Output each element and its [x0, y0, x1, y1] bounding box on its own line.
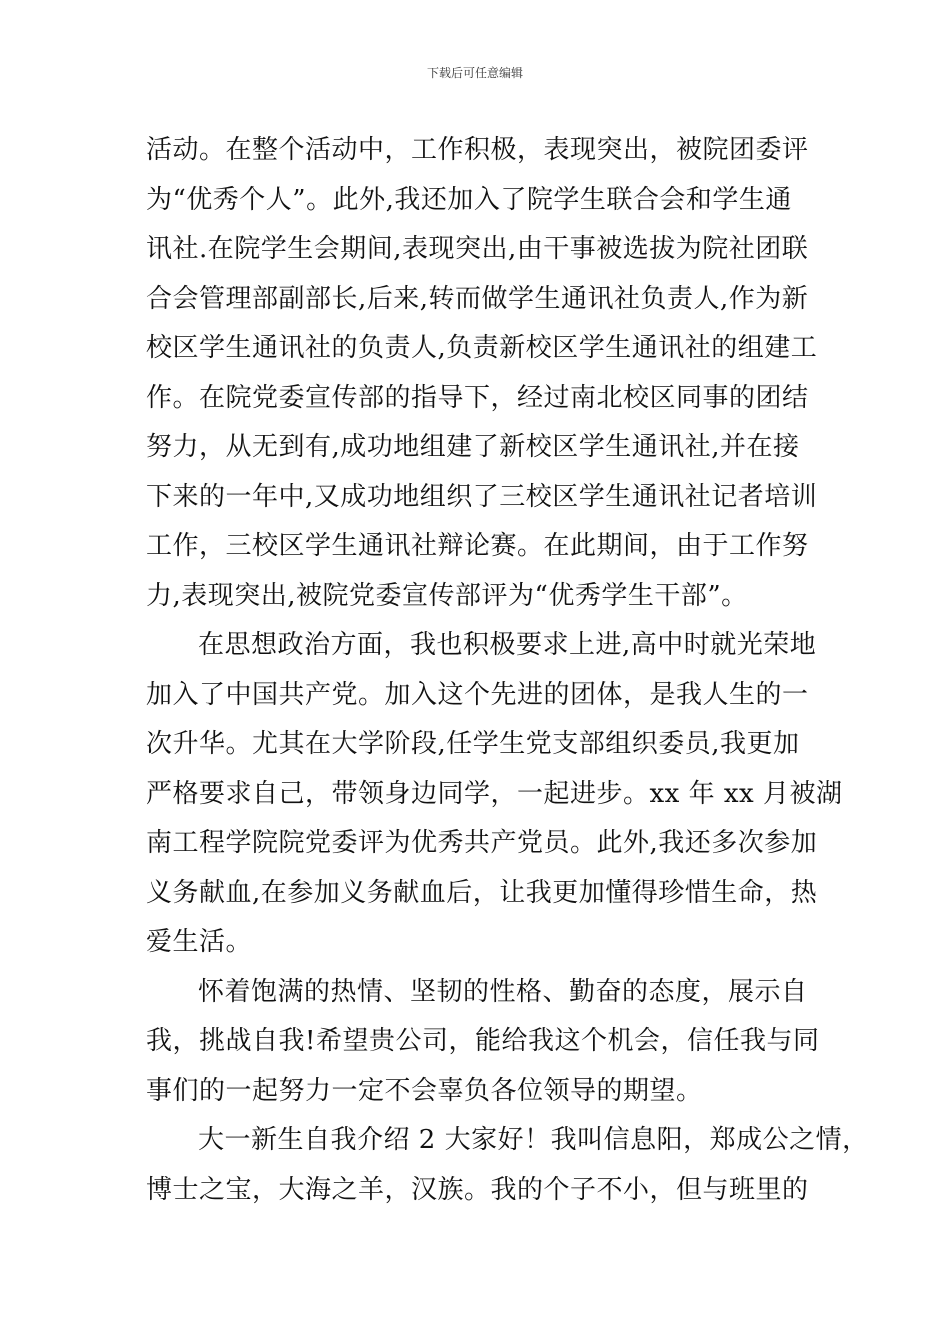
text-line: 为“优秀个人”。此外,我还加入了院学生联合会和学生通: [146, 184, 792, 215]
text-line: 大一新生自我介绍 2 大家好！我叫信息阳，郑成公之情，: [198, 1125, 869, 1155]
text-line: 合会管理部副部长,后来,转而做学生通讯社负责人,作为新: [146, 283, 809, 314]
text-line: 义务献血,在参加义务献血后，让我更加懂得珍惜生命，热: [146, 877, 818, 908]
text-line: 怀着饱满的热情、坚韧的性格、勤奋的态度，展示自: [198, 976, 808, 1007]
text-line: 博士之宝，大海之羊，汉族。我的个子不小，但与班里的: [146, 1174, 809, 1205]
text-line: 我，挑战自我!希望贵公司，能给我这个机会，信任我与同: [146, 1026, 820, 1056]
text-line: 加入了中国共产党。加入这个先进的团体，是我人生的一: [146, 679, 809, 710]
text-line: 爱生活。: [146, 927, 253, 957]
text-line: 努力，从无到有,成功地组建了新校区学生通讯社,并在接: [146, 432, 800, 462]
text-line: 作。在院党委宣传部的指导下，经过南北校区同事的团结: [146, 382, 809, 413]
text-line: 严格要求自己，带领身边同学，一起进步。xx 年 xx 月被湖: [146, 778, 843, 809]
text-line: 事们的一起努力一定不会辜负各位领导的期望。: [146, 1075, 703, 1106]
text-line: 活动。在整个活动中，工作积极，表现突出，被院团委评: [146, 135, 809, 165]
text-line: 讯社.在院学生会期间,表现突出,由干事被选拔为院社团联: [146, 234, 809, 264]
page-header-note: 下载后可任意编辑: [426, 66, 523, 80]
text-line: 校区学生通讯社的负责人,负责新校区学生通讯社的组建工: [146, 333, 818, 363]
text-line: 下来的一年中,又成功地组织了三校区学生通讯社记者培训: [146, 481, 818, 512]
text-line: 在思想政治方面，我也积极要求上进,高中时就光荣地: [198, 630, 817, 660]
text-line: 工作，三校区学生通讯社辩论赛。在此期间，由于工作努: [146, 531, 809, 561]
text-line: 南工程学院院党委评为优秀共产党员。此外,我还多次参加: [146, 828, 818, 858]
text-line: 力,表现突出,被院党委宣传部评为“优秀学生干部”。: [146, 580, 748, 611]
text-line: 次升华。尤其在大学阶段,任学生党支部组织委员,我更加: [146, 729, 800, 759]
body-text: [146, 126, 869, 1215]
